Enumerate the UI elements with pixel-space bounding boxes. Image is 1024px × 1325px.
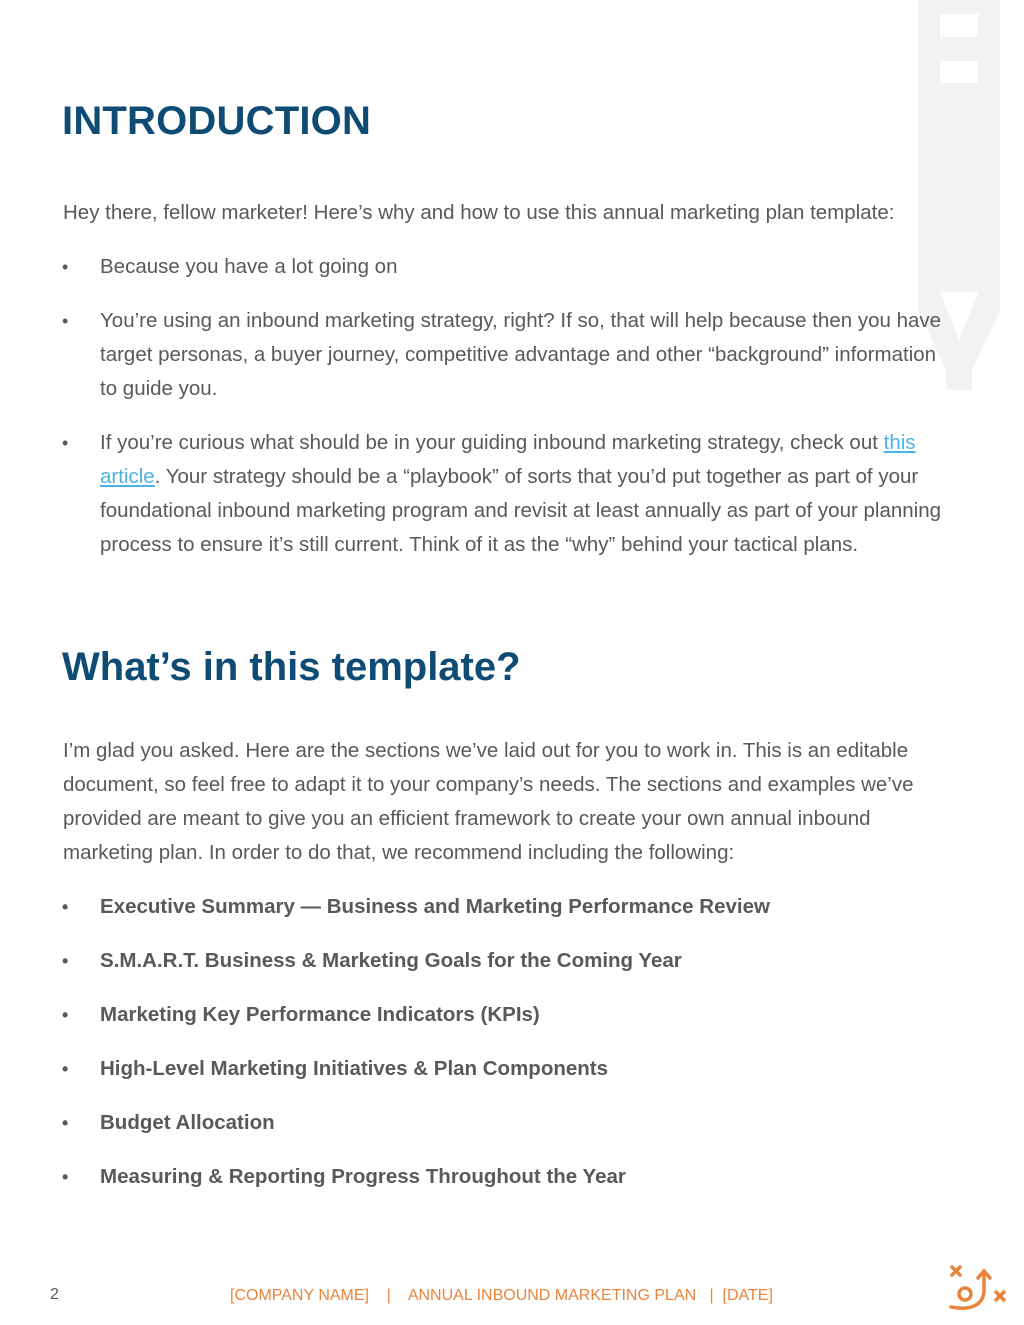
list-item-text-before-link: If you’re curious what should be in your guiding inbound marketing strategy, check out (100, 431, 884, 454)
list-item (62, 890, 952, 924)
bullet-icon: • (62, 433, 69, 453)
list-item-text: Marketing Key Performance Indicators (KPIs) (100, 1003, 540, 1026)
introduction-heading: INTRODUCTION (62, 99, 372, 143)
list-item (62, 1052, 952, 1086)
list-item (62, 1106, 952, 1140)
page-number: 2 (50, 1286, 59, 1303)
list-item-text: High-Level Marketing Initiatives & Plan Components (100, 1057, 609, 1080)
list-item (62, 1160, 952, 1194)
play-strategy-icon (946, 1264, 1010, 1312)
list-item-text: S.M.A.R.T. Business & Marketing Goals for the Coming Year (100, 949, 682, 972)
intro-bullet-list (62, 250, 952, 582)
page-footer (0, 1284, 1024, 1312)
list-item-text: Because you have a lot going on (100, 255, 398, 278)
bullet-icon: • (62, 1113, 69, 1133)
list-item-text: You’re using an inbound marketing strategy, right? If so, that will help because then you have target personas, a buyer journey, competitive advantage and other “background” information to guide you. (100, 309, 942, 400)
list-item (62, 944, 952, 978)
list-item-text-after-link: . Your strategy should be a “playbook” of sorts that you’d put together as part of your foundational inbound marketing program and revisit at least annually as part of your planning process to ensure it’s still current. Think of it as the “why” behind your tactical plans. (100, 465, 942, 556)
footer-text: [COMPANY NAME] | ANNUAL INBOUND MARKETING PLAN | [DATE] (230, 1287, 773, 1304)
intro-lead-paragraph: Hey there, fellow marketer! Here’s why and how to use this annual marketing plan template: (63, 201, 895, 224)
template-intro-paragraph: I’m glad you asked. Here are the sections we’ve laid out for you to work in. This is an editable document, so feel free to adapt it to your company’s needs. The sections and examples we’ve provided are meant to give you an efficient framework to create your own annual inbound marketing plan. In order to do that, we recommend including the following: (63, 739, 914, 864)
list-item-text: Measuring & Reporting Progress Throughout the Year (100, 1165, 626, 1188)
template-section-heading: What’s in this template? (62, 645, 521, 689)
bullet-icon: • (62, 1167, 69, 1187)
bullet-icon: • (62, 897, 69, 917)
list-item-text: Budget Allocation (100, 1111, 275, 1134)
bullet-icon: • (62, 951, 69, 971)
bullet-icon: • (62, 1005, 69, 1025)
list-item (62, 998, 952, 1032)
bullet-icon: • (62, 257, 69, 277)
list-item (62, 426, 952, 562)
this-article-link[interactable]: this article (100, 431, 916, 488)
list-item (62, 250, 952, 284)
bullet-icon: • (62, 1059, 69, 1079)
template-sections-list (62, 890, 952, 1214)
list-item-text: Executive Summary — Business and Marketing Performance Review (100, 895, 770, 918)
bullet-icon: • (62, 311, 69, 331)
list-item (62, 304, 952, 406)
